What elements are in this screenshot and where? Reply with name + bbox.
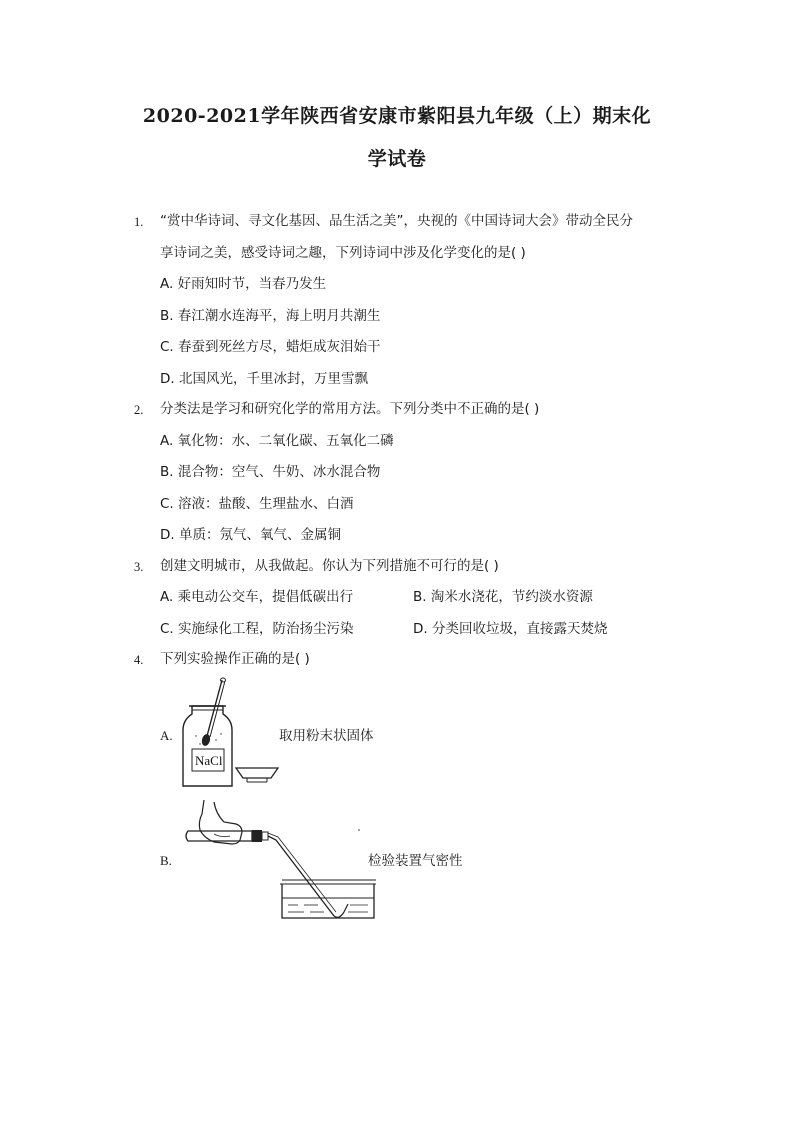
- airtightness-figure: [184, 800, 380, 922]
- question-number: 1.: [134, 215, 144, 229]
- option-c: C. 春蚕到死丝方尽，蜡炬成灰泪始干: [160, 339, 381, 355]
- question-number: 3.: [134, 560, 144, 574]
- option-b: B. 春江潮水连海平，海上明月共潮生: [160, 308, 381, 324]
- option-c: C. 实施绿化工程，防治扬尘污染: [160, 621, 354, 637]
- question-number: 4.: [134, 653, 144, 667]
- option-b-caption: 检验装置气密性: [368, 853, 463, 869]
- option-b: B. 淘米水浇花，节约淡水资源: [413, 589, 593, 605]
- question-stem: 分类法是学习和研究化学的常用方法。下列分类中不正确的是( ): [160, 401, 540, 417]
- option-b-letter: B.: [160, 853, 172, 868]
- option-a-caption: 取用粉末状固体: [279, 728, 374, 744]
- option-a: A. 好雨知时节，当春乃发生: [160, 276, 327, 292]
- option-a: A. 氧化物：水、二氧化碳、五氧化二磷: [160, 433, 394, 449]
- option-d: D. 单质：氖气、氧气、金属铜: [160, 527, 341, 543]
- option-d: D. 分类回收垃圾，直接露天焚烧: [413, 621, 608, 637]
- question-number: 2.: [134, 403, 144, 417]
- option-a: A. 乘电动公交车，提倡低碳出行: [160, 589, 354, 605]
- question-stem: “赏中华诗词、寻文化基因、品生活之美”，央视的《中国诗词大会》带动全民分: [160, 213, 633, 229]
- question-stem: 下列实验操作正确的是( ): [160, 651, 310, 667]
- option-b: B. 混合物：空气、牛奶、冰水混合物: [160, 464, 381, 480]
- option-a-letter: A.: [160, 728, 173, 743]
- option-c: C. 溶液：盐酸、生理盐水、白酒: [160, 496, 354, 512]
- option-d: D. 北国风光，千里冰封，万里雪飘: [160, 371, 368, 387]
- question-stem: 创建文明城市，从我做起。你认为下列措施不可行的是( ): [160, 558, 499, 574]
- reagent-bottle-figure: [176, 676, 286, 790]
- paper-title-line-2: 学试卷: [367, 148, 427, 170]
- question-stem: 享诗词之美，感受诗词之趣，下列诗词中涉及化学变化的是( ): [160, 245, 526, 261]
- bottle-label-text: NaCl: [195, 753, 223, 768]
- paper-title-line-1: 2020-2021学年陕西省安康市紫阳县九年级（上）期末化: [142, 105, 652, 127]
